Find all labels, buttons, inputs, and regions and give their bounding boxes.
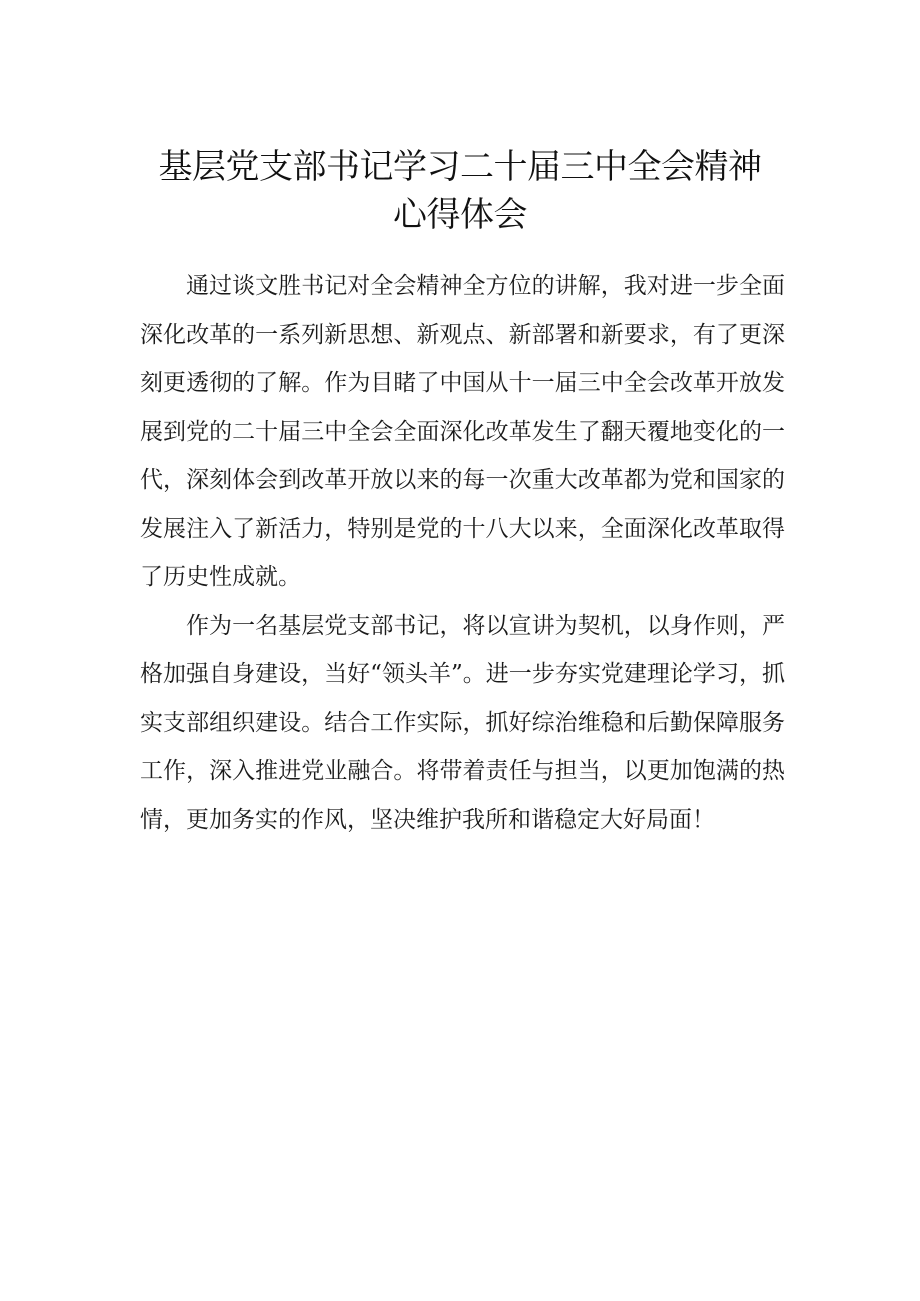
paragraph-2: 作为一名基层党支部书记，将以宣讲为契机，以身作则，严格加强自身建设，当好“领头羊”。进一步夯实党建理论学习，抓实支部组织建设。结合工作实际，抓好综治维稳和后勤保障服务工作，深入推进党业融合。将带着责任与担当，以更加饱满的热情，更加务实的作风，坚决维护我所和谐稳定大好局面！ xyxy=(140,612,785,833)
paragraph-1: 通过谈文胜书记对全会精神全方位的讲解，我对进一步全面深化改革的一系列新思想、新观点、新部署和新要求，有了更深刻更透彻的了解。作为目睹了中国从十一届三中全会改革开放发展到党的二十届三中全会全面深化改革发生了翻天覆地变化的一代，深刻体会到改革开放以来的每一次重大改革都为党和国家的发展注入了新活力，特别是党的十八大以来，全面深化改革取得了历史性成就。 xyxy=(140,273,785,590)
title-line-2: 心得体会 xyxy=(393,195,527,235)
page-title xyxy=(0,143,920,239)
title-line-1: 基层党支部书记学习二十届三中全会精神 xyxy=(158,147,762,187)
document-body xyxy=(140,262,785,844)
